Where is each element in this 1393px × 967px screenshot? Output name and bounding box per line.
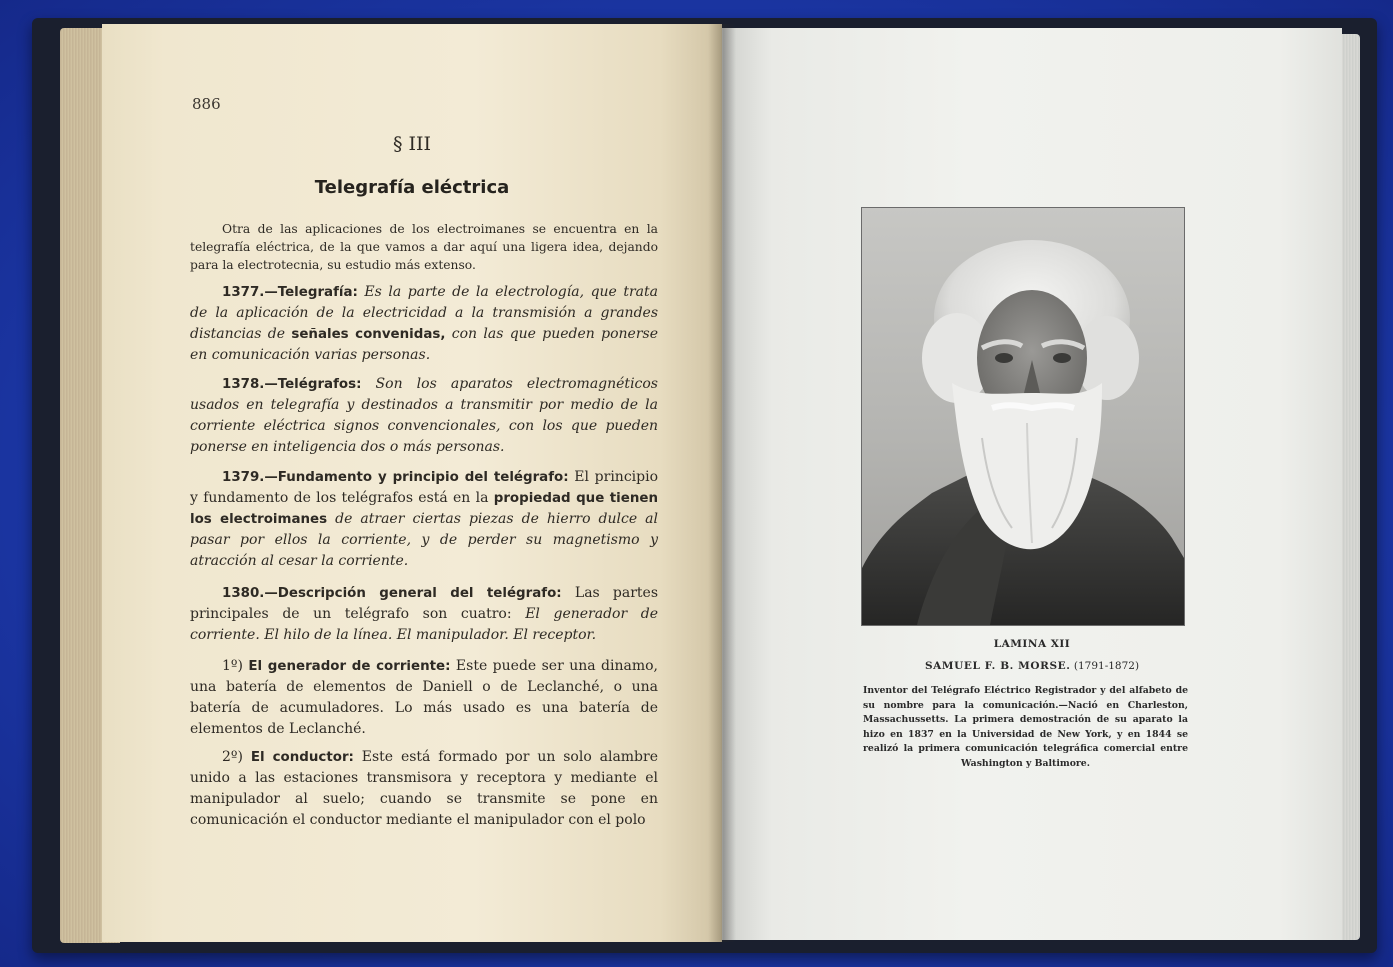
- item-conductor: [190, 747, 658, 831]
- text-1380-b: El generador de corriente. El hilo de la línea. El manipulador. El receptor.: [190, 606, 659, 643]
- heading-1377: 1377.—Telegrafía:: [222, 285, 358, 300]
- portrait-caption: Inventor del Telégrafo Eléctrico Registrador y del alfabeto de su nombre para la comunicación.—Nació en Charleston, Massachussetts. La primera demostración de su aparato la hizo en 1837 en la Universidad de New York, y en 1844 se realizó la primera comunicación telegráfica comercial entre Washington y Baltimore.: [863, 685, 1188, 769]
- text-1377-a: Es la parte de la electrología, que trata de la aplicación de la electricidad a la transmisión a grandes distancias de: [190, 284, 658, 342]
- section-title: Telegrafía eléctrica: [314, 177, 510, 198]
- intro-text: Otra de las aplicaciones de los electroimanes se encuentra en la telegrafía eléctrica, de la que vamos a dar aquí una ligera idea, dejando para la electrotecnia, su estudio más extenso.: [190, 222, 658, 272]
- right-page: [722, 28, 1342, 940]
- text-1378-b: con los que pueden: [508, 418, 658, 434]
- text-1380-a: Las partes principales de un telégrafo son cuatro:: [190, 585, 659, 622]
- paragraph-1380: [190, 583, 658, 646]
- portrait-subject: [722, 660, 1342, 672]
- item-1-text: Este puede ser una dinamo, una batería de elementos de Daniell o de Leclanché, o una batería de acumuladores. Lo más usado es una batería de elementos de Leclanché.: [190, 658, 659, 737]
- heading-1378: 1378.—Telégrafos:: [222, 377, 362, 392]
- item-1-number: 1º): [222, 658, 243, 674]
- intro-paragraph: [190, 220, 658, 274]
- text-1378-a: Son los aparatos electromagnéticos usados en telegrafía y destinados a transmitir por medio de la corriente eléctrica signos convencionales,: [190, 376, 658, 434]
- item-2-number: 2º): [222, 749, 243, 765]
- portrait-illustration: [862, 208, 1184, 625]
- item-generator: [190, 656, 658, 740]
- text-1377-c: con las que pueden ponerse en comunicación varias personas.: [190, 326, 658, 363]
- subject-name: SAMUEL F. B. MORSE.: [924, 660, 1071, 672]
- text-1378-c: ponerse en inteligencia dos o más personas.: [190, 439, 505, 455]
- item-1-heading: El generador de corriente:: [248, 659, 451, 674]
- section-mark: § III: [392, 133, 432, 155]
- left-page: [102, 24, 722, 942]
- subject-years: (1791-1872): [1073, 660, 1140, 672]
- text-1379-b: propiedad que tienen los electroimanes: [190, 491, 658, 527]
- book-gutter: [708, 24, 736, 942]
- heading-1380: 1380.—Descripción general del telégrafo:: [222, 586, 562, 601]
- page-number: 886: [192, 95, 221, 113]
- heading-1379: 1379.—Fundamento y principio del telégrafo:: [222, 470, 569, 485]
- text-1377-b: señales convenidas,: [291, 327, 446, 342]
- paragraph-1377: [190, 282, 658, 366]
- paragraph-1379: [190, 467, 658, 572]
- plate-label: LAMINA XII: [993, 638, 1071, 650]
- item-2-heading: El conductor:: [250, 750, 354, 765]
- paragraph-1378: [190, 374, 658, 458]
- item-2-text: Este está formado por un solo alambre unido a las estaciones transmisora y receptora y mediante el manipulador al suelo; cuando se transmite se pone en comunicación el conductor mediante el manipulador con el polo: [190, 749, 658, 828]
- text-1379-c: de atraer ciertas piezas de hierro dulce al pasar por ellos la corriente, y de perder su magnetismo y atracción al cesar la corriente.: [190, 511, 658, 569]
- portrait-image: [861, 207, 1185, 626]
- text-1379-a: El principio y fundamento de los telégrafos está en la: [190, 469, 659, 506]
